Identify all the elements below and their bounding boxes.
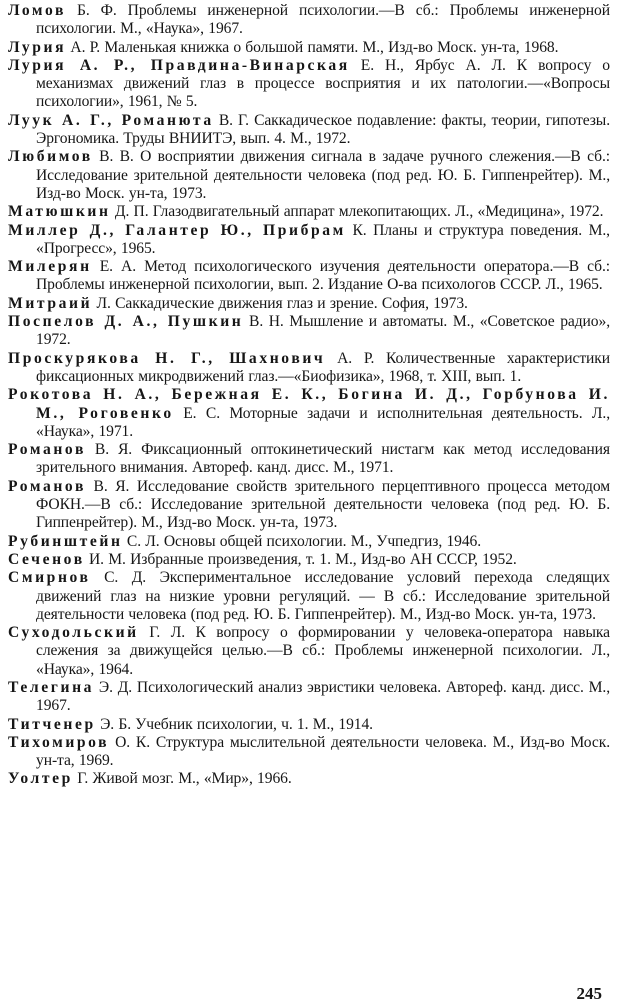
bibliography-entry <box>8 350 610 387</box>
entry-author: Ломов <box>8 2 66 19</box>
entry-author: Лурия <box>8 38 67 56</box>
entry-author: Луук А. Г., Романюта <box>8 111 214 129</box>
bibliography-entry <box>8 734 610 771</box>
bibliography-entry <box>8 39 610 57</box>
bibliography-entry <box>8 716 610 734</box>
entry-author: Митраий <box>8 294 93 312</box>
bibliography-entry <box>8 222 610 259</box>
entry-author: Смирнов <box>8 569 91 587</box>
entry-citation: В. Н. Мышление и автоматы. М., «Советское радио», 1972. <box>36 313 610 349</box>
bibliography-entry <box>8 112 610 149</box>
entry-author: Титченер <box>8 715 96 733</box>
entry-citation: С. Л. Основы общей психологии. М., Учпедгиз, 1946. <box>122 532 482 550</box>
entry-author: Сеченов <box>8 550 85 568</box>
entry-author: Романов <box>8 477 86 495</box>
bibliography-entry <box>8 770 610 788</box>
entry-author: Тихомиров <box>8 733 110 751</box>
entry-citation: Б. Ф. Проблемы инженерной психологии.—В сб.: Проблемы инженерной психологии. М., «Наука», 1967. <box>36 2 610 38</box>
bibliography-entry <box>8 386 610 441</box>
entry-author: Рубинштейн <box>8 532 123 550</box>
entry-citation: Л. Саккадические движения глаз и зрение. София, 1973. <box>92 294 468 312</box>
entry-citation: В. Я. Исследование свойств зрительного перцептивного процесса методом ФОКН.—В сб.: Исследование зрительной деятельности человека (под ред. Ю. Б. Гиппенрейтер). М., Изд-во Моск. ун-та, 1973. <box>36 477 610 532</box>
entry-citation: Е. Н., Ярбус А. Л. К вопросу о механизмах движений глаз в процессе восприятия и их патологии.—«Вопросы психологии», 1961, № 5. <box>36 56 610 111</box>
entry-author: Матюшкин <box>8 203 111 221</box>
entry-author: Миллер Д., Галантер Ю., Прибрам <box>8 221 346 239</box>
entry-citation: В. Я. Фиксационный оптокинетический нистагм как метод исследования зрительного внимания. Автореф. канд. дисс. М., 1971. <box>36 441 610 477</box>
entry-citation: Е. С. Моторные задачи и исполнительная деятельность. Л., «Наука», 1971. <box>36 404 610 440</box>
entry-author: Милерян <box>8 258 92 276</box>
bibliography-entry <box>8 203 610 221</box>
bibliography-entry <box>8 441 610 478</box>
bibliography-entry <box>8 551 610 569</box>
entry-citation: С. Д. Экспериментальное исследование условий перехода следящих движений глаз на низкие уровни регуляций. — В сб.: Исследование зрительной деятельности человека (под ред. Ю. Б. Гиппенрейтер). М., Изд-во Моск. ун-та, 1973. <box>36 569 610 623</box>
entry-citation: О. К. Структура мыслительной деятельности человека. М., Изд-во Моск. ун-та, 1969. <box>36 733 610 770</box>
entry-citation: Г. Л. К вопросу о формировании у человека-оператора навыка слежения за движущейся целью.—В сб.: Проблемы инженерной психологии. Л., «Наука», 1964. <box>36 624 610 678</box>
entry-citation: Э. Д. Психологический анализ эвристики человека. Автореф. канд. дисс. М., 1967. <box>36 678 610 715</box>
bibliography-entry <box>8 569 610 624</box>
bibliography-entry <box>8 2 610 39</box>
bibliography-entry <box>8 313 610 350</box>
entry-citation: Э. Б. Учебник психологии, ч. 1. М., 1914. <box>95 715 373 733</box>
bibliography-list <box>8 2 610 789</box>
bibliography-entry <box>8 624 610 679</box>
entry-citation: Г. Живой мозг. М., «Мир», 1966. <box>72 770 292 788</box>
entry-author: Рокотова Н. А., Бережная Е. К., Богина И. Д., Горбунова И. М., Роговенко <box>8 386 610 422</box>
entry-citation: А. Р. Количественные характеристики фиксационных микродвижений глаз.—«Биофизика», 1968, т. XIII, вып. 1. <box>36 349 610 385</box>
entry-author: Суходольский <box>8 624 139 642</box>
entry-citation: К. Планы и структура поведения. М., «Прогресс», 1965. <box>36 221 610 257</box>
entry-citation: Д. П. Глазодвигательный аппарат млекопитающих. Л., «Медицина», 1972. <box>110 203 604 221</box>
entry-citation: Е. А. Метод психологического изучения деятельности оператора.—В сб.: Проблемы инженерной психологии, вып. 2. Издание О-ва психологов СССР. Л., 1965. <box>36 258 610 294</box>
bibliography-entry <box>8 258 610 295</box>
entry-author: Телегина <box>8 678 95 696</box>
bibliography-entry <box>8 295 610 313</box>
entry-author: Лурия А. Р., Правдина-Винарская <box>8 56 350 74</box>
entry-author: Романов <box>8 441 86 459</box>
entry-citation: В. Г. Саккадическое подавление: факты, теории, гипотезы. Эргономика. Труды ВНИИТЭ, вып. 4. М., 1972. <box>36 111 610 148</box>
bibliography-entry <box>8 478 610 533</box>
entry-author: Проскурякова Н. Г., Шахнович <box>8 349 326 367</box>
page-number: 245 <box>576 984 602 1003</box>
entry-citation: И. М. Избранные произведения, т. 1. М., Изд-во АН СССР, 1952. <box>84 550 517 568</box>
entry-author: Уолтер <box>8 770 73 788</box>
bibliography-entry <box>8 533 610 551</box>
bibliography-entry <box>8 148 610 203</box>
bibliography-entry <box>8 679 610 716</box>
entry-author: Поспелов Д. А., Пушкин <box>8 313 244 331</box>
entry-citation: А. Р. Маленькая книжка о большой памяти. М., Изд-во Моск. ун-та, 1968. <box>66 38 559 56</box>
entry-citation: В. В. О восприятии движения сигнала в задаче ручного слежения.—В сб.: Исследование зрительной деятельности человека (под ред. Ю. Б. Гиппенрейтер). М., Изд-во Моск. ун-та, 1973. <box>36 148 610 202</box>
bibliography-entry <box>8 57 610 112</box>
entry-author: Любимов <box>8 148 93 166</box>
